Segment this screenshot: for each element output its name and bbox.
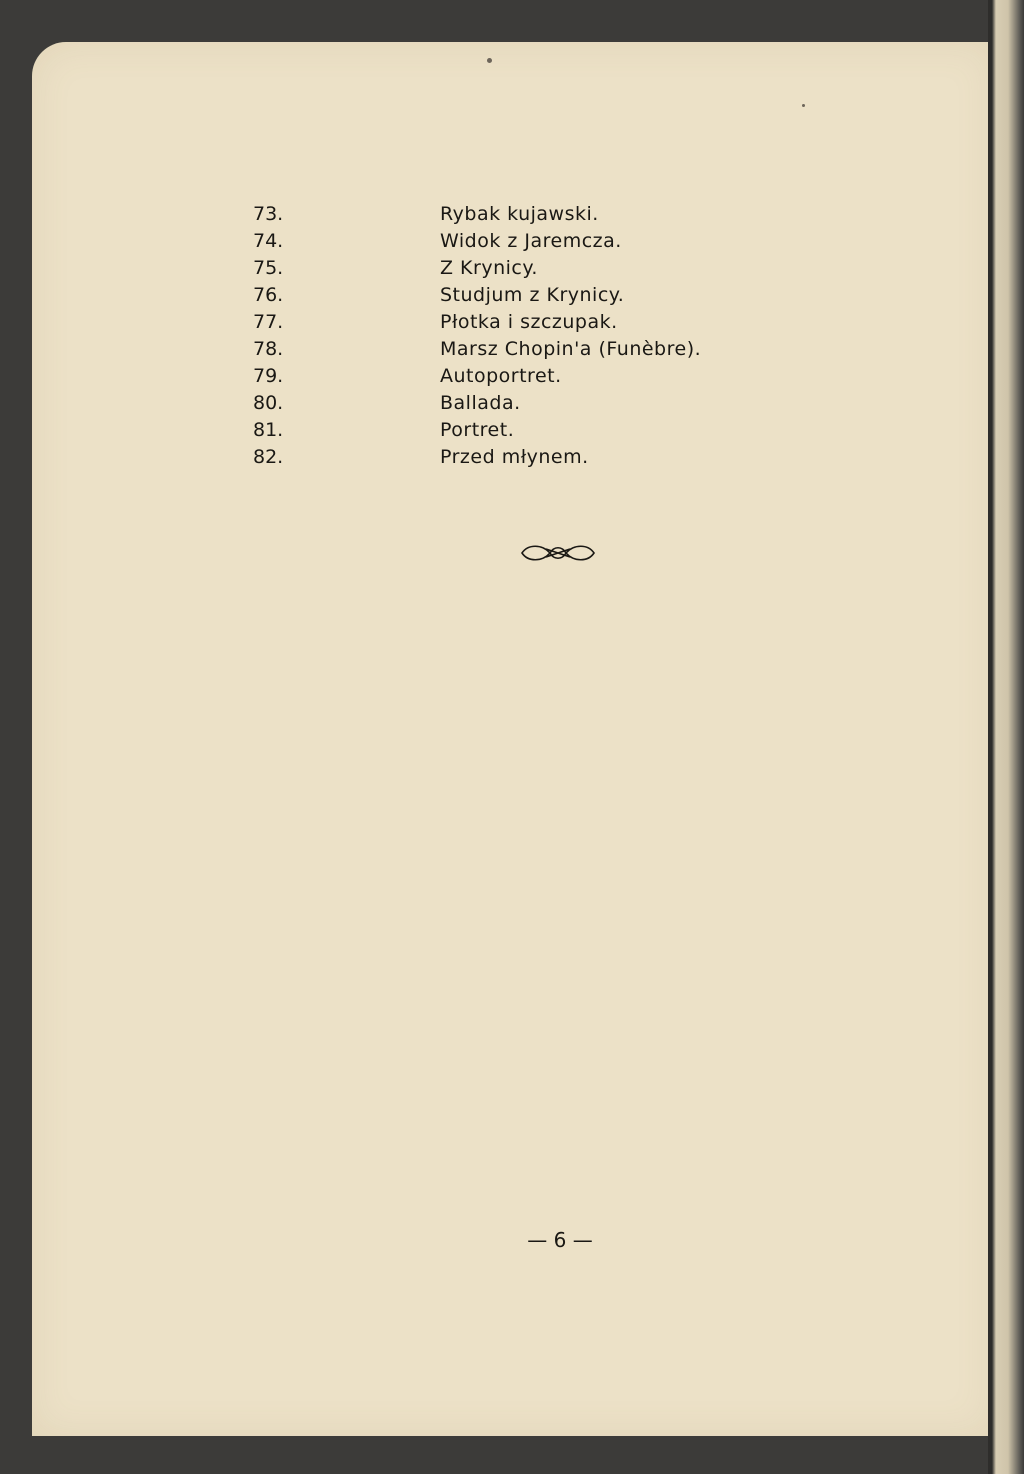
entry-title: Płotka i szczupak. xyxy=(440,311,618,333)
entry-number: 74. xyxy=(253,230,284,252)
entry-number: 78. xyxy=(253,338,284,360)
entry-title: Ballada. xyxy=(440,392,521,414)
entry-number: 73. xyxy=(253,203,284,225)
entry-title: Widok z Jaremcza. xyxy=(440,230,622,252)
entry-title: Rybak kujawski. xyxy=(440,203,599,225)
page-number: — 6 — xyxy=(527,1228,593,1252)
entry-title: Autoportret. xyxy=(440,365,562,387)
entry-title: Portret. xyxy=(440,419,515,441)
entry-title: Marsz Chopin'a (Funèbre). xyxy=(440,338,702,360)
entry-title: Z Krynicy. xyxy=(440,257,538,279)
entry-number: 79. xyxy=(253,365,284,387)
entry-title: Przed młynem. xyxy=(440,446,589,468)
entry-number: 80. xyxy=(253,392,284,414)
entry-number: 82. xyxy=(253,446,284,468)
entry-number: 77. xyxy=(253,311,284,333)
entry-number: 76. xyxy=(253,284,284,306)
entry-title: Studjum z Krynicy. xyxy=(440,284,625,306)
ornament-icon xyxy=(518,540,598,566)
entry-number: 81. xyxy=(253,419,284,441)
paper-speck xyxy=(487,58,492,63)
paper-speck xyxy=(802,104,805,107)
entry-number: 75. xyxy=(253,257,284,279)
page-edge xyxy=(988,0,1024,1474)
